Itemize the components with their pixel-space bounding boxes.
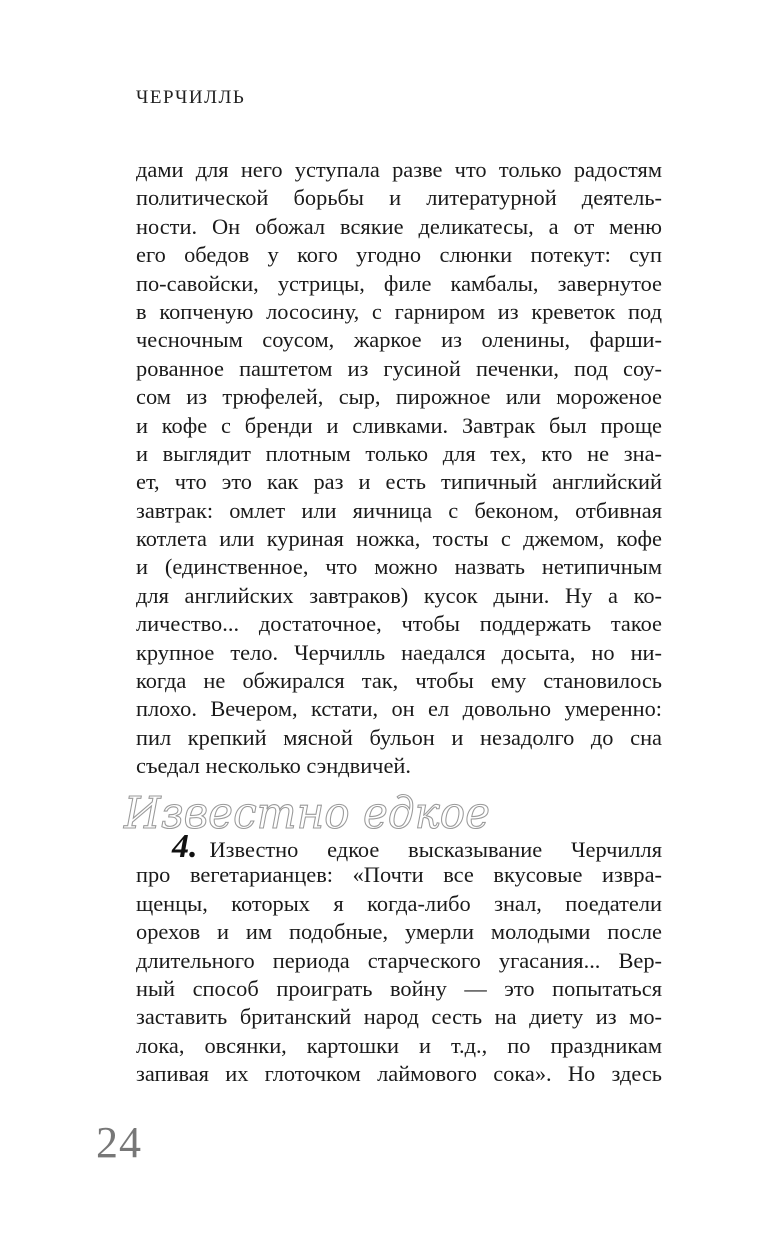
section-4-paragraph (136, 828, 662, 1089)
text-line: про вегетарианцев: «Почти все вкусовые извра- (136, 862, 662, 888)
text-line: когда не обжирался так, чтобы ему становилось (136, 668, 662, 694)
text-line: в копченую лососину, с гарниром из креветок под (136, 298, 662, 324)
text-line: личество... достаточное, чтобы поддержать такое (136, 611, 662, 637)
text-line: ный способ проиграть войну — это попытаться (136, 975, 662, 1001)
text-line: заставить британский народ сесть на диету из мо- (136, 1004, 662, 1030)
text-line: Известно едкое высказывание Черчилля (209, 837, 662, 862)
text-line: для английских завтраков) кусок дыни. Ну а ко- (136, 582, 662, 608)
text-line: по-савойски, устрицы, филе камбалы, завернутое (136, 270, 662, 296)
text-line: съедал несколько сэндвичей. (136, 753, 411, 779)
text-line: дами для него уступала разве что только радостям (136, 157, 662, 182)
text-line: рованное паштетом из гусиной печенки, под соу- (136, 355, 662, 381)
text-line: сом из трюфелей, сыр, пирожное или мороженое (136, 384, 662, 410)
running-header-title: ЧЕРЧИЛЛЬ (136, 87, 246, 108)
script-heading-text: Известно едкое (123, 788, 490, 839)
page-number: 24 (96, 1118, 142, 1167)
text-line: и (единственное, что можно назвать нетипичным (136, 554, 662, 580)
text-line: его обедов у кого угодно слюнки потекут: суп (136, 242, 662, 268)
body-paragraph-1 (136, 156, 662, 781)
text-line: пил крепкий мясной бульон и незадолго до сна (136, 724, 662, 750)
section-number: 4. (172, 828, 198, 865)
text-line: политической борьбы и литературной деятель- (136, 185, 662, 211)
text-line: завтрак: омлет или яичница с беконом, отбивная (136, 497, 662, 523)
text-line: лока, овсянки, картошки и т.д., по праздникам (136, 1032, 662, 1058)
text-line-with-number (136, 828, 662, 865)
text-line: ности. Он обожал всякие деликатесы, а от меню (136, 213, 662, 239)
text-line: плохо. Вечером, кстати, он ел довольно умеренно: (136, 696, 662, 722)
text-line: и кофе с бренди и сливками. Завтрак был проще (136, 412, 662, 438)
text-line: чесночным соусом, жаркое из оленины, фарши- (136, 327, 662, 353)
text-line: щенцы, которых я когда-либо знал, поедатели (136, 890, 662, 916)
text-line: крупное тело. Черчилль наедался досыта, но ни- (136, 639, 662, 665)
text-line: длительного периода старческого угасания... Вер- (136, 947, 662, 973)
text-line: и выглядит плотным только для тех, кто не зна- (136, 440, 662, 466)
text-line: котлета или куриная ножка, тосты с джемом, кофе (136, 526, 662, 552)
text-line: ет, что это как раз и есть типичный английский (136, 469, 662, 495)
text-line: запивая их глоточком лаймового сока». Но здесь (136, 1061, 662, 1087)
text-line: орехов и им подобные, умерли молодыми после (136, 919, 662, 945)
